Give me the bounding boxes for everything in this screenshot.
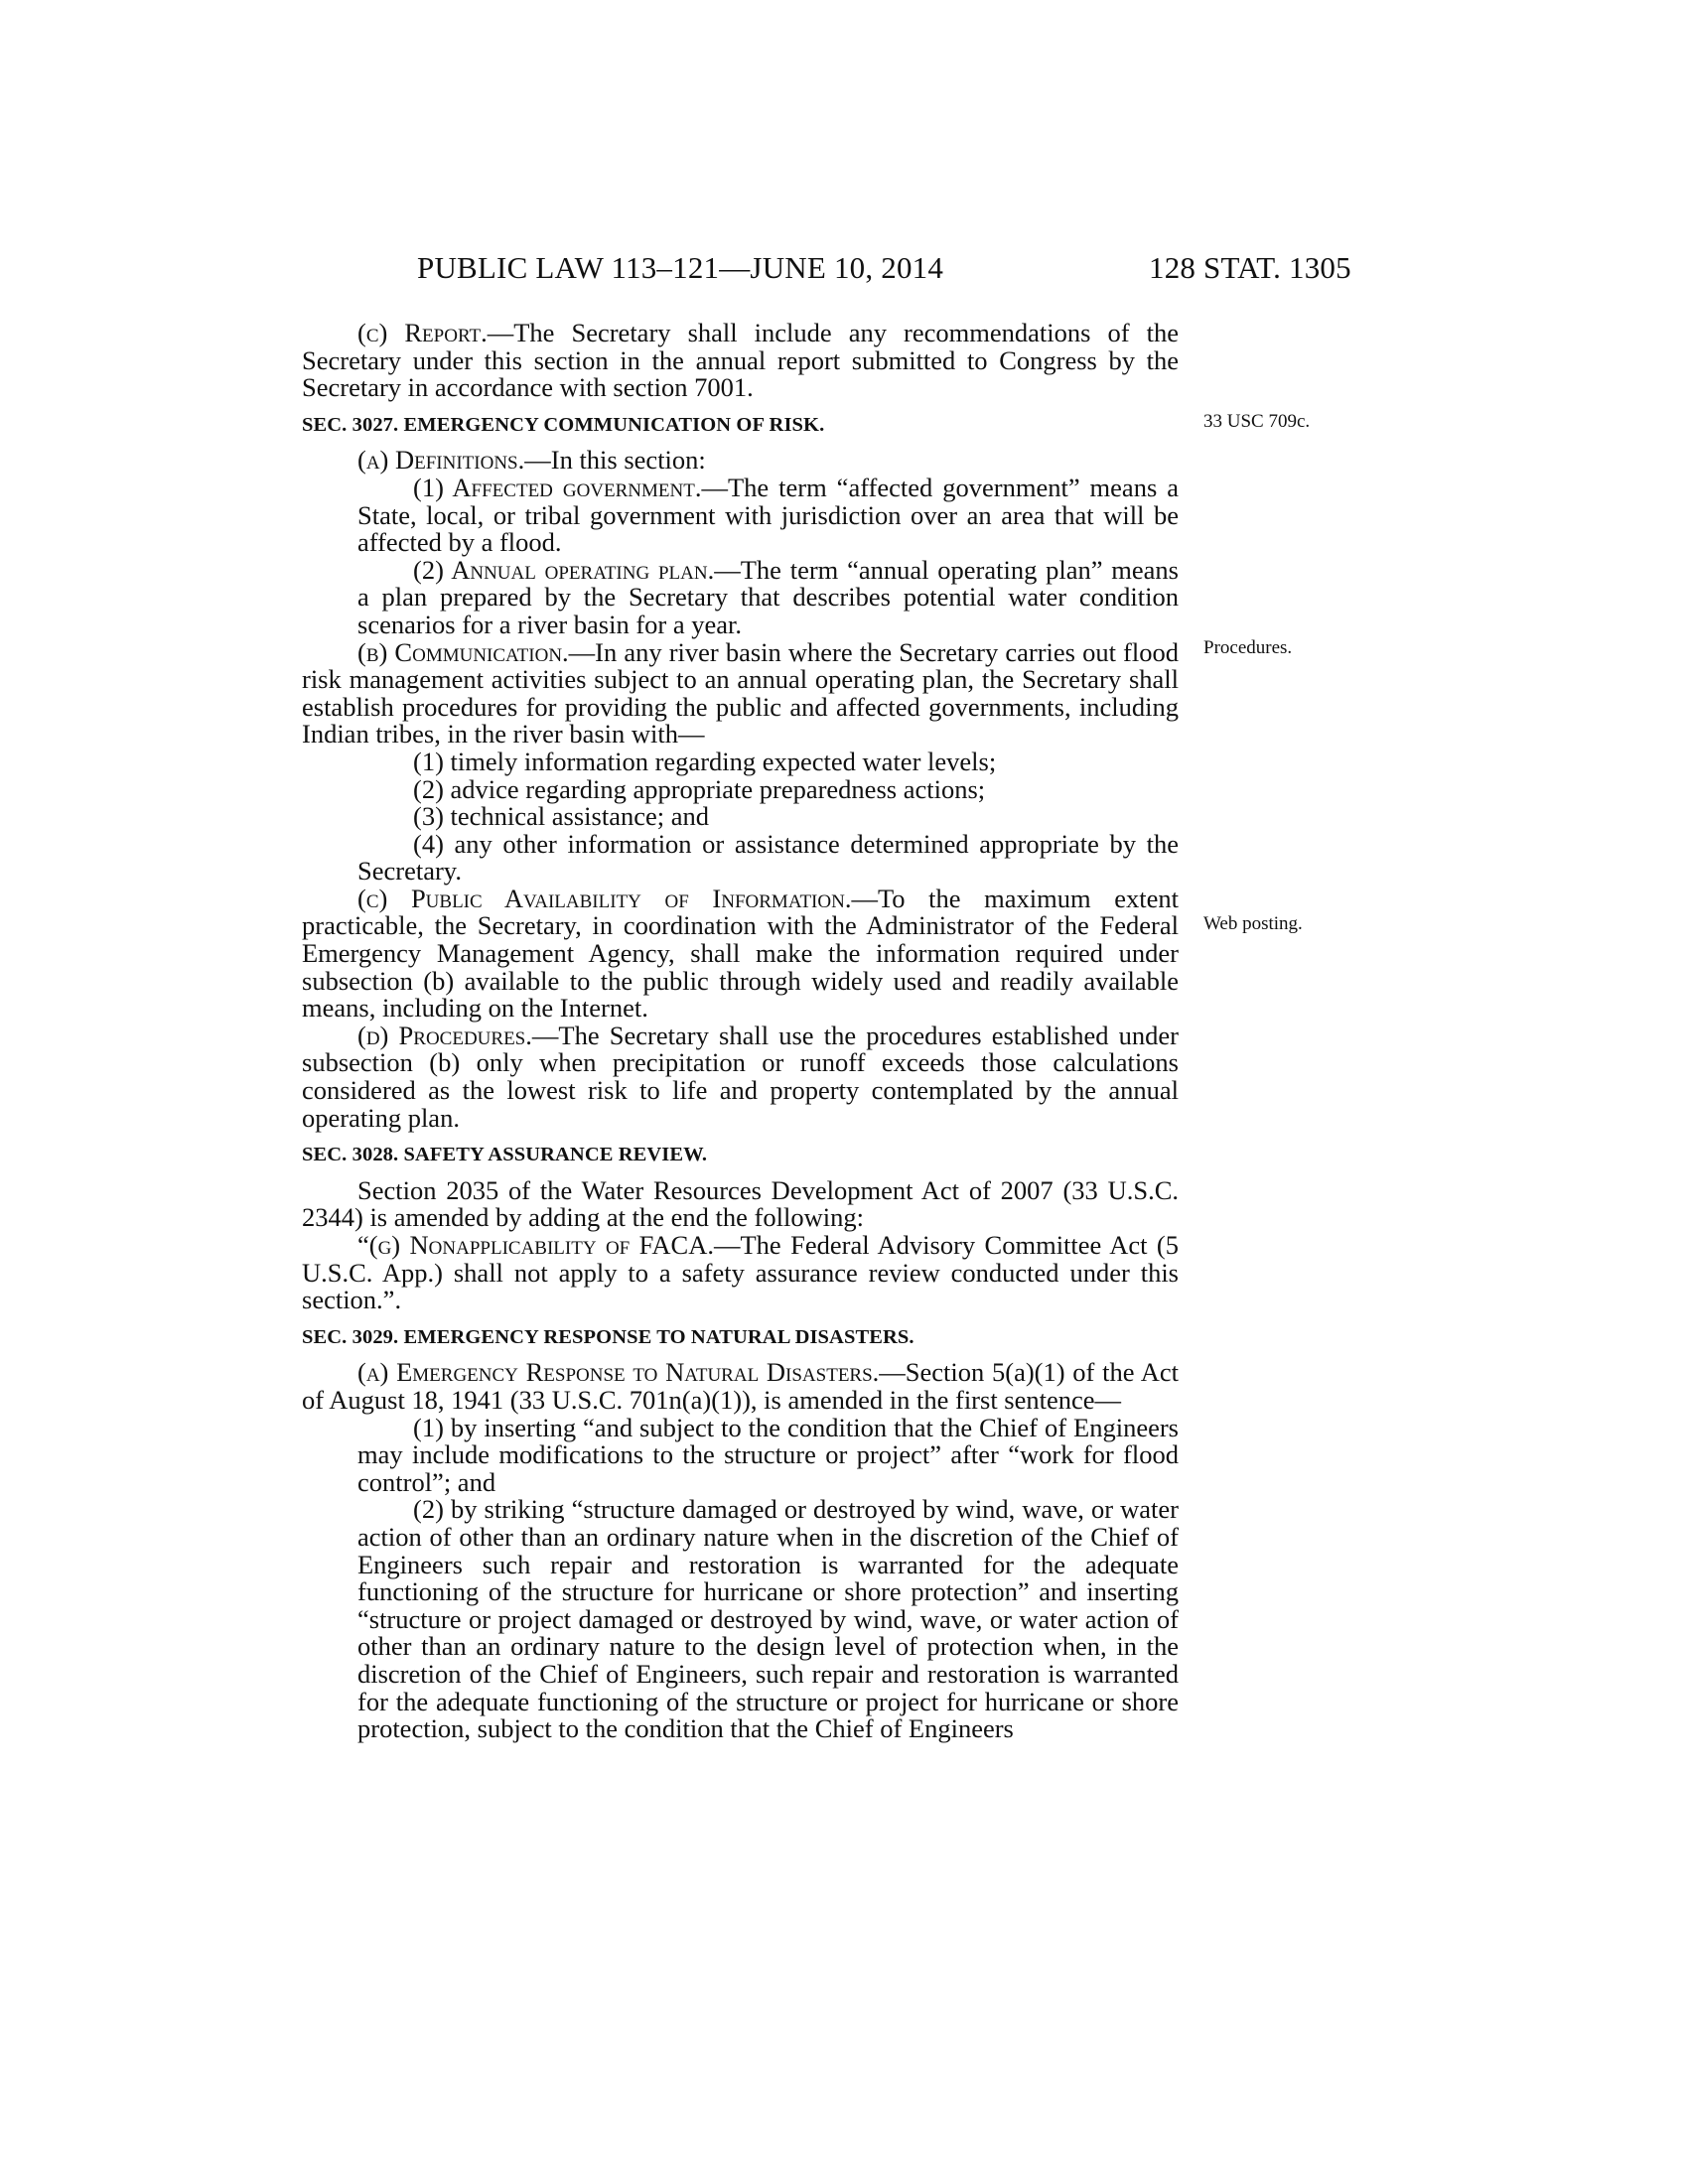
section-heading-3028: SEC. 3028. SAFETY ASSURANCE REVIEW. [302,1144,708,1166]
list-item-e2: (2) by striking “structure damaged or destroyed by wind, wave, or water action of other than an ordinary nature when in the discretion of the Chief of Engineers such repair and restoration is warranted for the adequate functioning of the structure for hurricane or shore protection” and inserting “structure or project damaged or destroyed by wind, wave, or water action of other than an ordinary nature to the design level of protection when, in the discretion of the Chief of Engineers, such repair and restoration is warranted for the adequate functioning of the structure or project for hurricane or shore protection, subject to the condition that the Chief of Engineers [357,1494,1179,1744]
list-item-b1: (1) timely information regarding expected water levels; [413,746,997,776]
document-body [302,320,1179,1743]
list-item-b2: (2) advice regarding appropriate preparedness actions; [413,773,986,804]
paragraph-annual-operating-plan: (2) Annual operating plan.—The term “annual operating plan” means a plan prepared by the Secretary that describes potential water condition scenarios for a river basin for a year. [357,554,1179,639]
paragraph-emergency-response: (a) Emergency Response to Natural Disasters.—Section 5(a)(1) of the Act of August 18, 1941 (33 U.S.C. 701n(a)(1)), is amended in the first sentence— [302,1357,1179,1415]
paragraph-definitions: (a) Definitions.—In this section: [357,445,706,476]
list-item-b3: (3) technical assistance; and [413,801,709,832]
section-heading-3027: SEC. 3027. EMERGENCY COMMUNICATION OF RISK. [302,413,825,436]
paragraph-c-report: (c) Report.—The Secretary shall include any recommendations of the Secretary under this section in the annual report submitted to Congress by the Secretary in accordance with section 7001. [302,318,1179,403]
paragraph-faca: “(g) Nonapplicability of FACA.—The Federal Advisory Committee Act (5 U.S.C. App.) shall not apply to a safety assurance review conducted under this section.”. [302,1230,1179,1315]
section-heading-3029: SEC. 3029. EMERGENCY RESPONSE TO NATURAL DISASTERS. [302,1325,914,1348]
paragraph-communication: (b) Communication.—In any river basin where the Secretary carries out flood risk management activities subject to an annual operating plan, the Secretary shall establish procedures for providing the public and affected governments, including Indian tribes, in the river basin with— [302,636,1179,750]
paragraph-public-availability: (c) Public Availability of Information.—To the maximum extent practicable, the Secretary, in coordination with the Administrator of the Federal Emergency Management Agency, shall make the information required under subsection (b) available to the public through widely used and readily available means, including on the Internet. [302,883,1179,1024]
list-item-e1: (1) by inserting “and subject to the condition that the Chief of Engineers may include modifications to the structure or project” after “work for flood control”; and [357,1412,1179,1497]
margin-note-procedures: Procedures. [1203,637,1293,658]
page-header-stat: 128 STAT. 1305 [1149,250,1351,285]
paragraph-procedures: (d) Procedures.—The Secretary shall use the procedures established under subsection (b) only when precipitation or runoff exceeds those calculations considered as the lowest risk to life and property contemplated by the annual operating plan. [302,1020,1179,1133]
list-item-b4: (4) any other information or assistance determined appropriate by the Secretary. [357,828,1179,887]
paragraph-safety-review: Section 2035 of the Water Resources Development Act of 2007 (33 U.S.C. 2344) is amended by adding at the end the following: [302,1174,1179,1233]
margin-note-web: Web posting. [1203,913,1303,934]
page-header-title: PUBLIC LAW 113–121—JUNE 10, 2014 [417,250,944,285]
margin-note-usc: 33 USC 709c. [1203,411,1311,432]
paragraph-affected-government: (1) Affected government.—The term “affected government” means a State, local, or tribal government with jurisdiction over an area that will be affected by a flood. [357,472,1179,558]
